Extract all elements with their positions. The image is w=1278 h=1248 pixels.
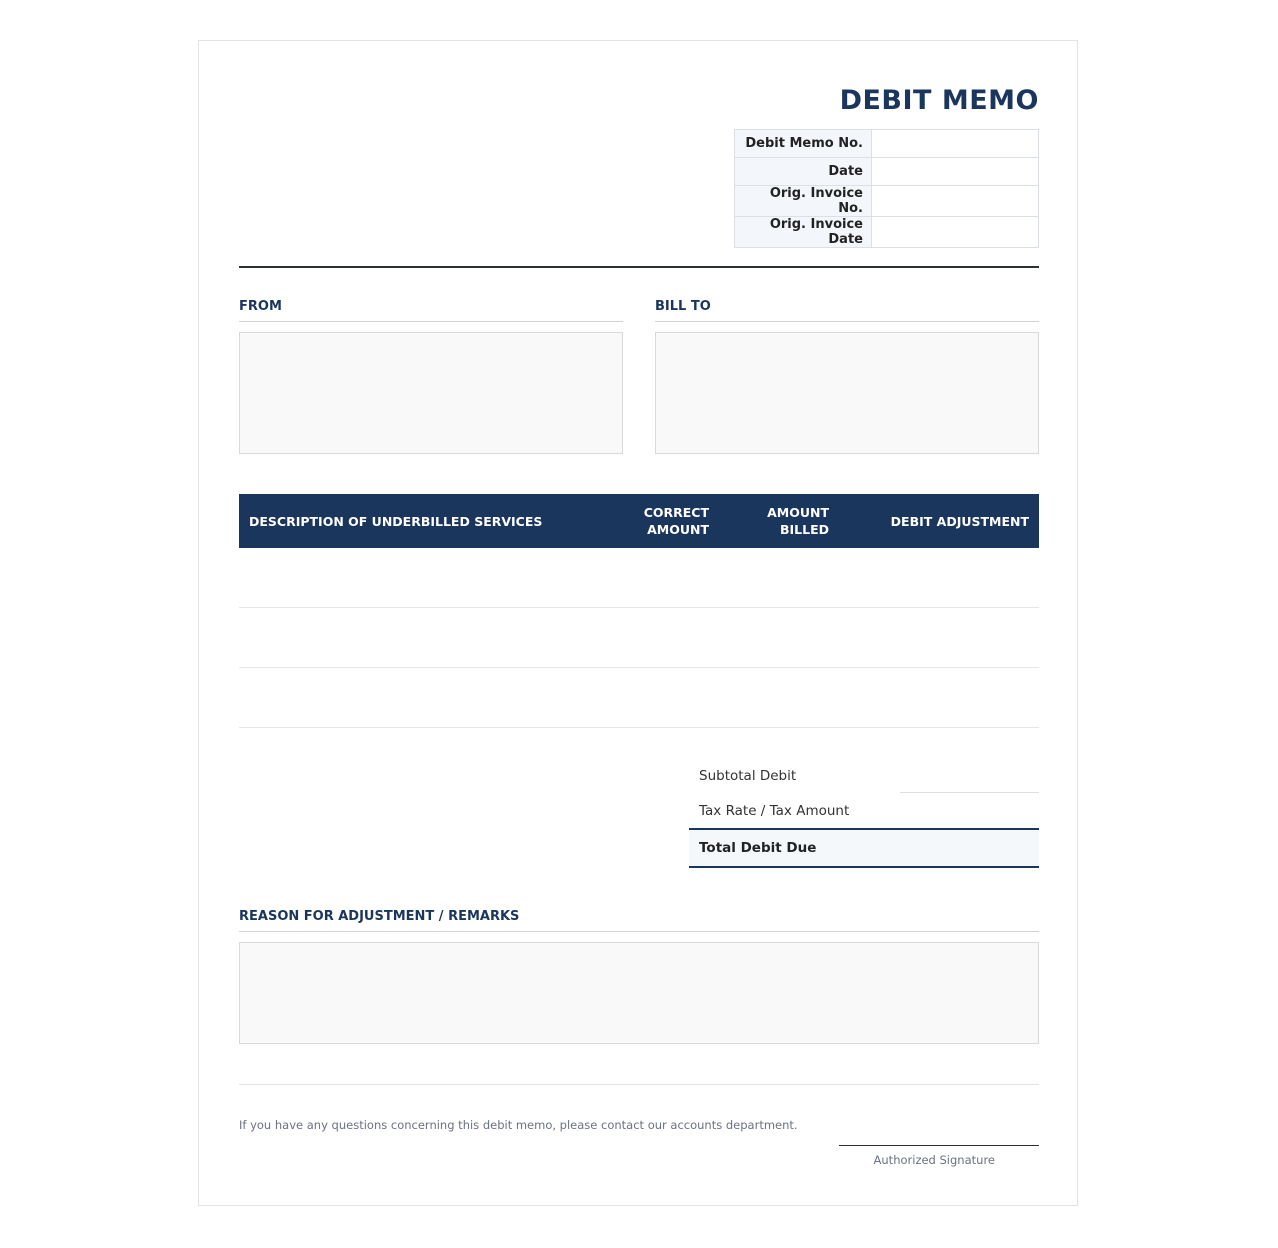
items-table-header	[239, 494, 1039, 548]
subtotal-row	[689, 758, 1039, 793]
bill-to-section	[655, 299, 1039, 454]
orig-invoice-number-row	[735, 186, 1039, 217]
remarks-box[interactable]	[239, 942, 1039, 1044]
memo-number-row	[735, 130, 1039, 158]
column-header-amount-billed-line2: BILLED	[779, 522, 829, 537]
orig-invoice-date-field[interactable]	[872, 217, 1039, 248]
orig-invoice-date-row	[735, 217, 1039, 248]
memo-number-label: Debit Memo No.	[735, 130, 872, 158]
signature-label: Authorized Signature	[873, 1153, 995, 1167]
bill-to-label: BILL TO	[655, 299, 1039, 322]
column-header-debit-adjustment-text: DEBIT ADJUSTMENT	[890, 513, 1029, 529]
column-header-description	[249, 494, 629, 548]
memo-number-field[interactable]	[872, 130, 1039, 158]
column-header-correct-amount-line2: AMOUNT	[647, 522, 709, 537]
subtotal-label: Subtotal Debit	[699, 768, 797, 784]
table-row[interactable]	[239, 548, 1039, 608]
tax-row	[689, 793, 1039, 828]
total-due-label: Total Debit Due	[699, 840, 817, 856]
column-header-amount-billed-line1: AMOUNT	[767, 505, 829, 520]
debit-memo-sheet	[198, 40, 1078, 1206]
from-label: FROM	[239, 299, 623, 322]
table-row[interactable]	[239, 608, 1039, 668]
sheet-content	[239, 41, 1039, 1205]
remarks-section	[239, 909, 1039, 1044]
orig-invoice-date-label: Orig. Invoice Date	[735, 217, 872, 248]
contact-note: If you have any questions concerning this debit memo, please contact our accounts department.	[239, 1118, 798, 1132]
memo-date-field[interactable]	[872, 158, 1039, 186]
header-divider	[239, 266, 1039, 268]
orig-invoice-number-field[interactable]	[872, 186, 1039, 217]
column-header-description-text: DESCRIPTION OF UNDERBILLED SERVICES	[249, 513, 543, 529]
totals-block	[689, 758, 1039, 868]
column-header-amount-billed	[739, 494, 829, 548]
orig-invoice-number-label: Orig. Invoice No.	[735, 186, 872, 217]
signature-line	[839, 1145, 1039, 1146]
tax-label: Tax Rate / Tax Amount	[699, 803, 850, 819]
column-header-correct-amount-line1: CORRECT	[643, 505, 709, 520]
remarks-label: REASON FOR ADJUSTMENT / REMARKS	[239, 909, 1039, 932]
document-title: DEBIT MEMO	[839, 85, 1039, 116]
column-header-correct-amount	[639, 494, 709, 548]
from-address-box[interactable]	[239, 332, 623, 454]
memo-details-table	[734, 129, 1039, 248]
total-due-row	[689, 828, 1039, 868]
memo-date-row	[735, 158, 1039, 186]
table-row[interactable]	[239, 668, 1039, 728]
column-header-debit-adjustment	[859, 494, 1029, 548]
memo-date-label: Date	[735, 158, 872, 186]
from-section	[239, 299, 623, 454]
footer-divider	[239, 1084, 1039, 1085]
bill-to-address-box[interactable]	[655, 332, 1039, 454]
